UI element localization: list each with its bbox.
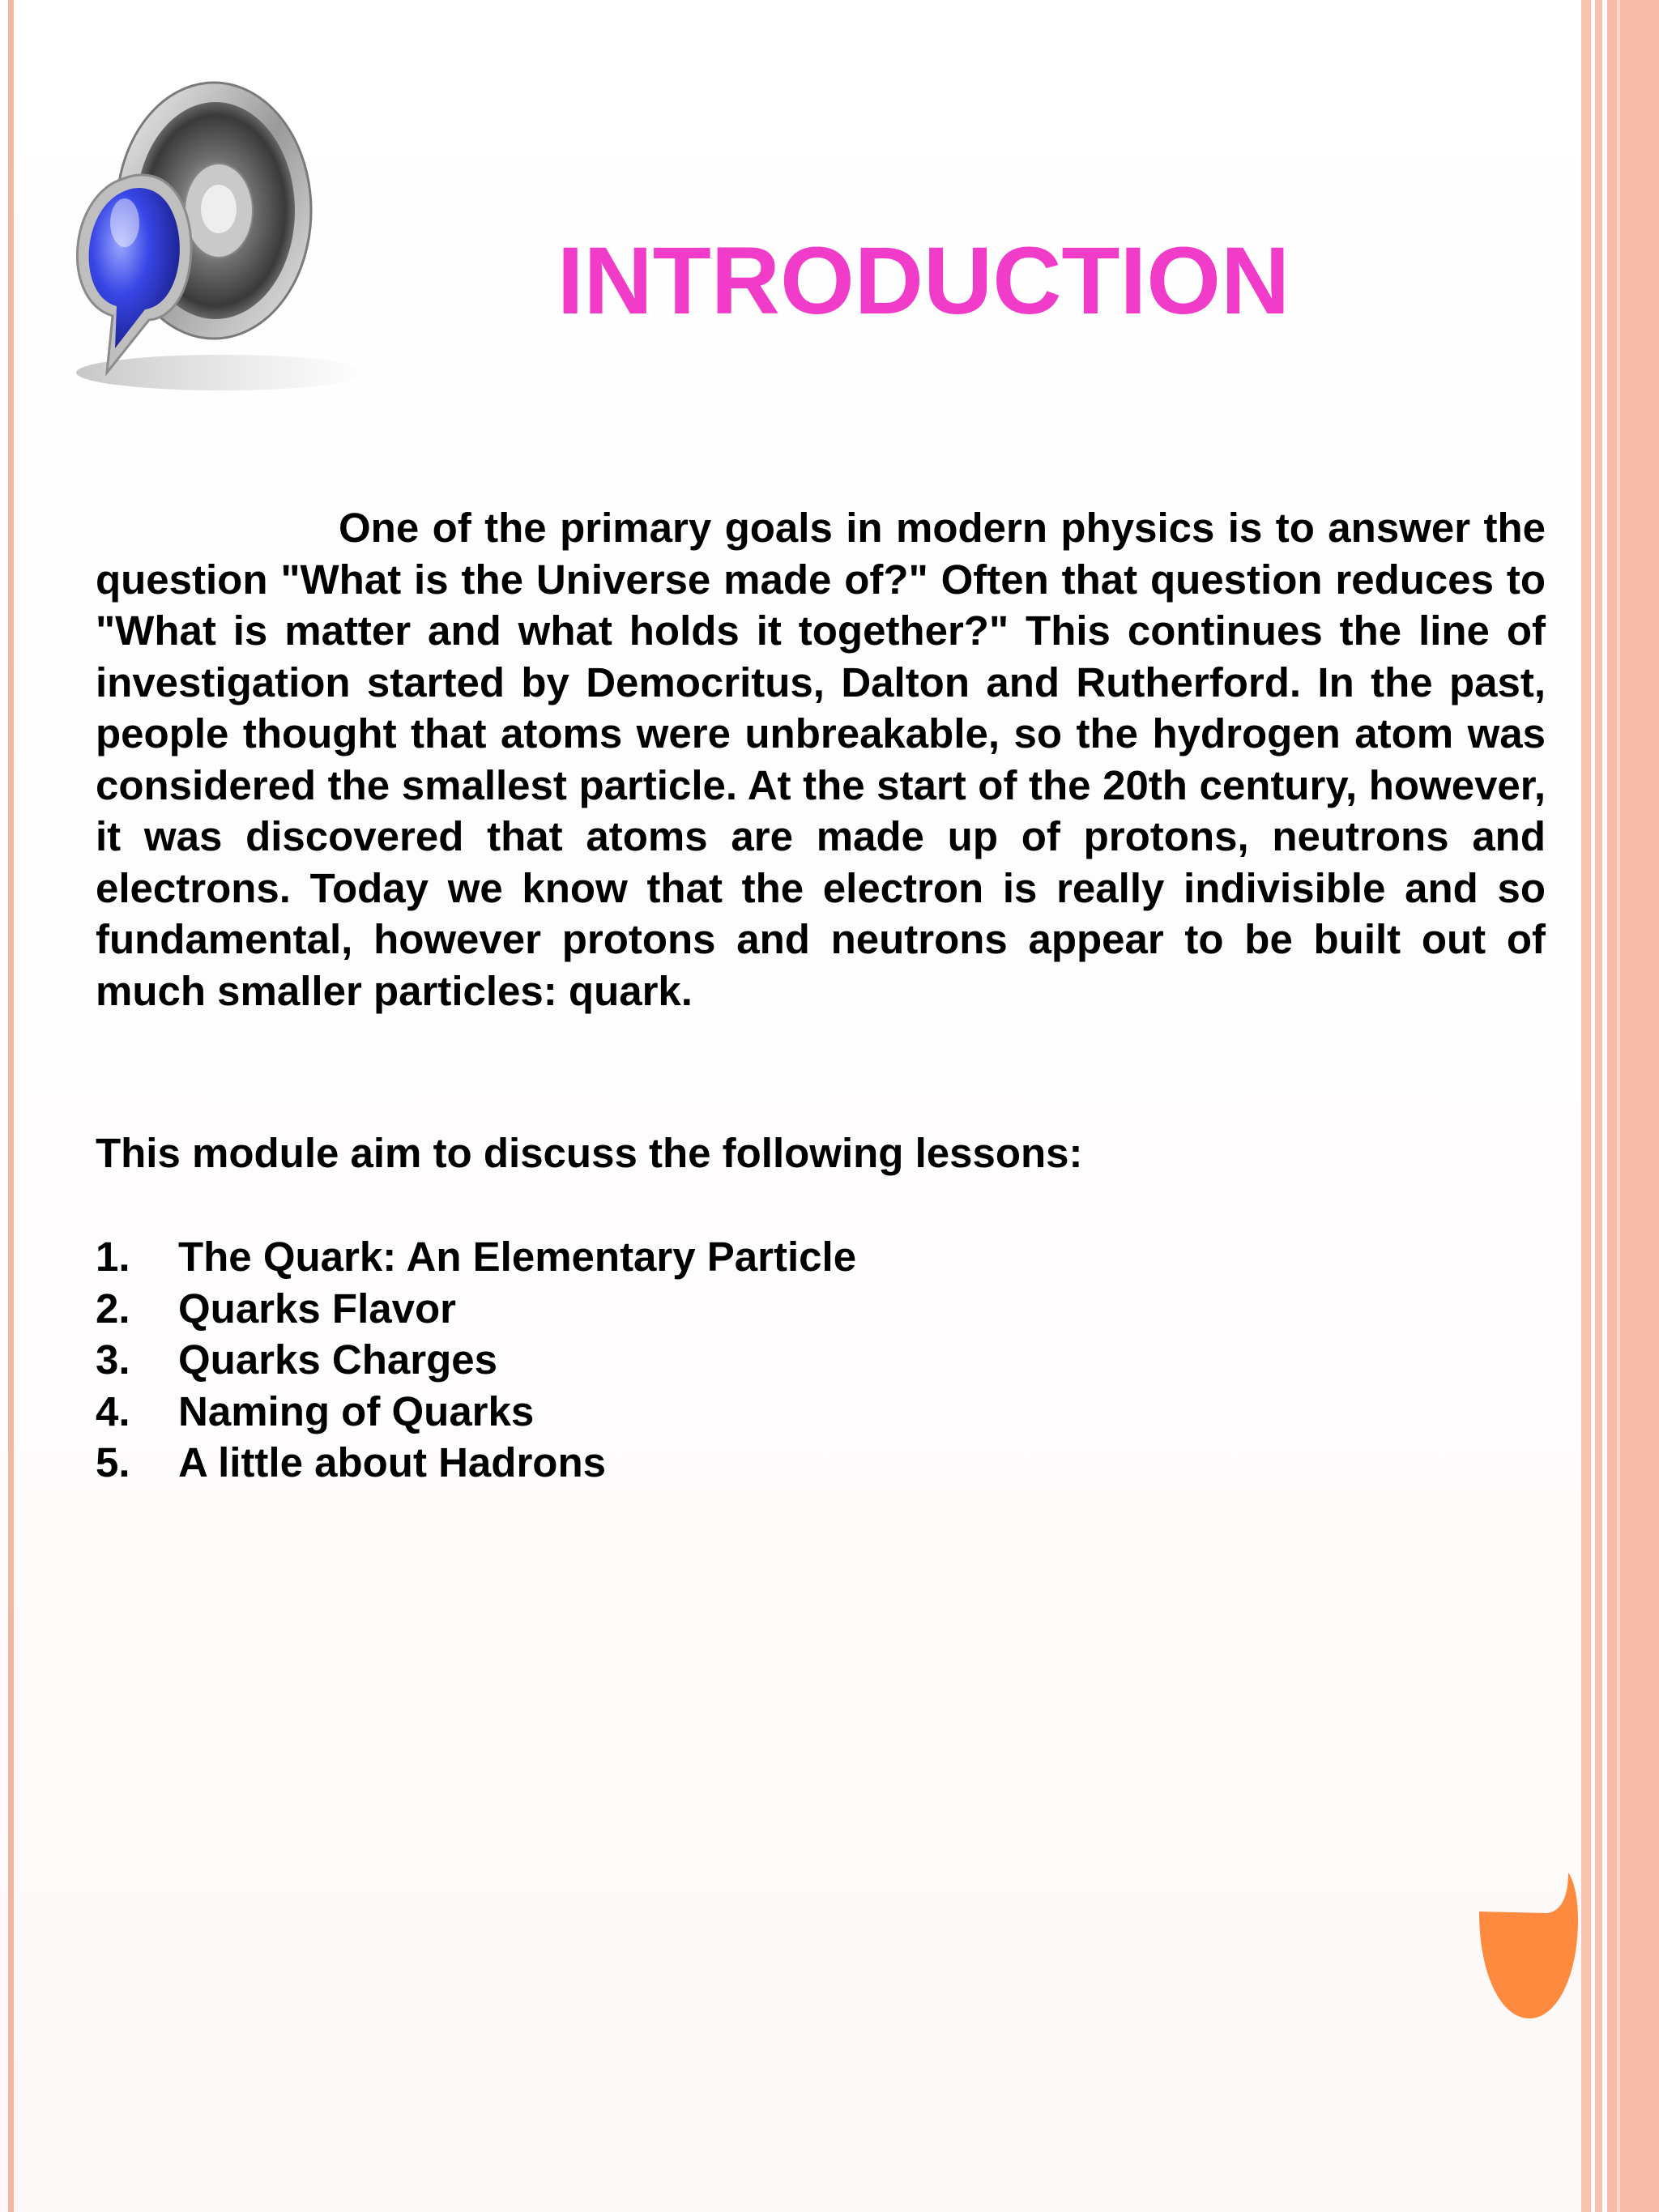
list-item xyxy=(96,1334,856,1386)
list-text: Naming of Quarks xyxy=(178,1387,535,1434)
right-stripe-wide xyxy=(1607,0,1659,2212)
list-item xyxy=(96,1283,856,1335)
list-text: The Quark: An Elementary Particle xyxy=(178,1234,857,1280)
left-border xyxy=(8,0,14,2212)
list-number: 5. xyxy=(96,1439,130,1485)
right-stripe xyxy=(1595,0,1602,2212)
right-stripe-highlight xyxy=(1617,0,1620,2212)
list-item xyxy=(96,1437,856,1489)
orange-bubble-icon xyxy=(1478,1871,1581,2020)
list-number: 4. xyxy=(96,1387,130,1434)
list-number: 2. xyxy=(96,1285,130,1332)
list-text: Quarks Flavor xyxy=(178,1285,456,1332)
list-item xyxy=(96,1386,856,1438)
intro-paragraph: One of the primary goals in modern physics is to answer the question "What is the Universe made of?" Often that question reduces to "What is matter and what holds it together?" This continues the line of investigation started by Democritus, Dalton and Rutherford. In the past, people thought that atoms were unbreakable, so the hydrogen atom was considered the smallest particle. At the start of the 20th century, however, it was discovered that atoms are made up of protons, neutrons and electrons. Today we know that the electron is really indivisible and so fundamental, however protons and neutrons appear to be built out of much smaller particles: quark. xyxy=(96,505,1546,1014)
lesson-list xyxy=(96,1231,856,1489)
list-item xyxy=(96,1231,856,1283)
module-aim: This module aim to discuss the following lessons: xyxy=(96,1130,1083,1176)
list-text: Quarks Charges xyxy=(178,1336,498,1383)
right-stripe xyxy=(1581,0,1591,2212)
list-number: 1. xyxy=(96,1234,130,1280)
speaker-chat-bubble-icon xyxy=(36,73,368,405)
page-title: INTRODUCTION xyxy=(557,228,1290,335)
list-text: A little about Hadrons xyxy=(178,1439,606,1485)
list-number: 3. xyxy=(96,1336,130,1383)
